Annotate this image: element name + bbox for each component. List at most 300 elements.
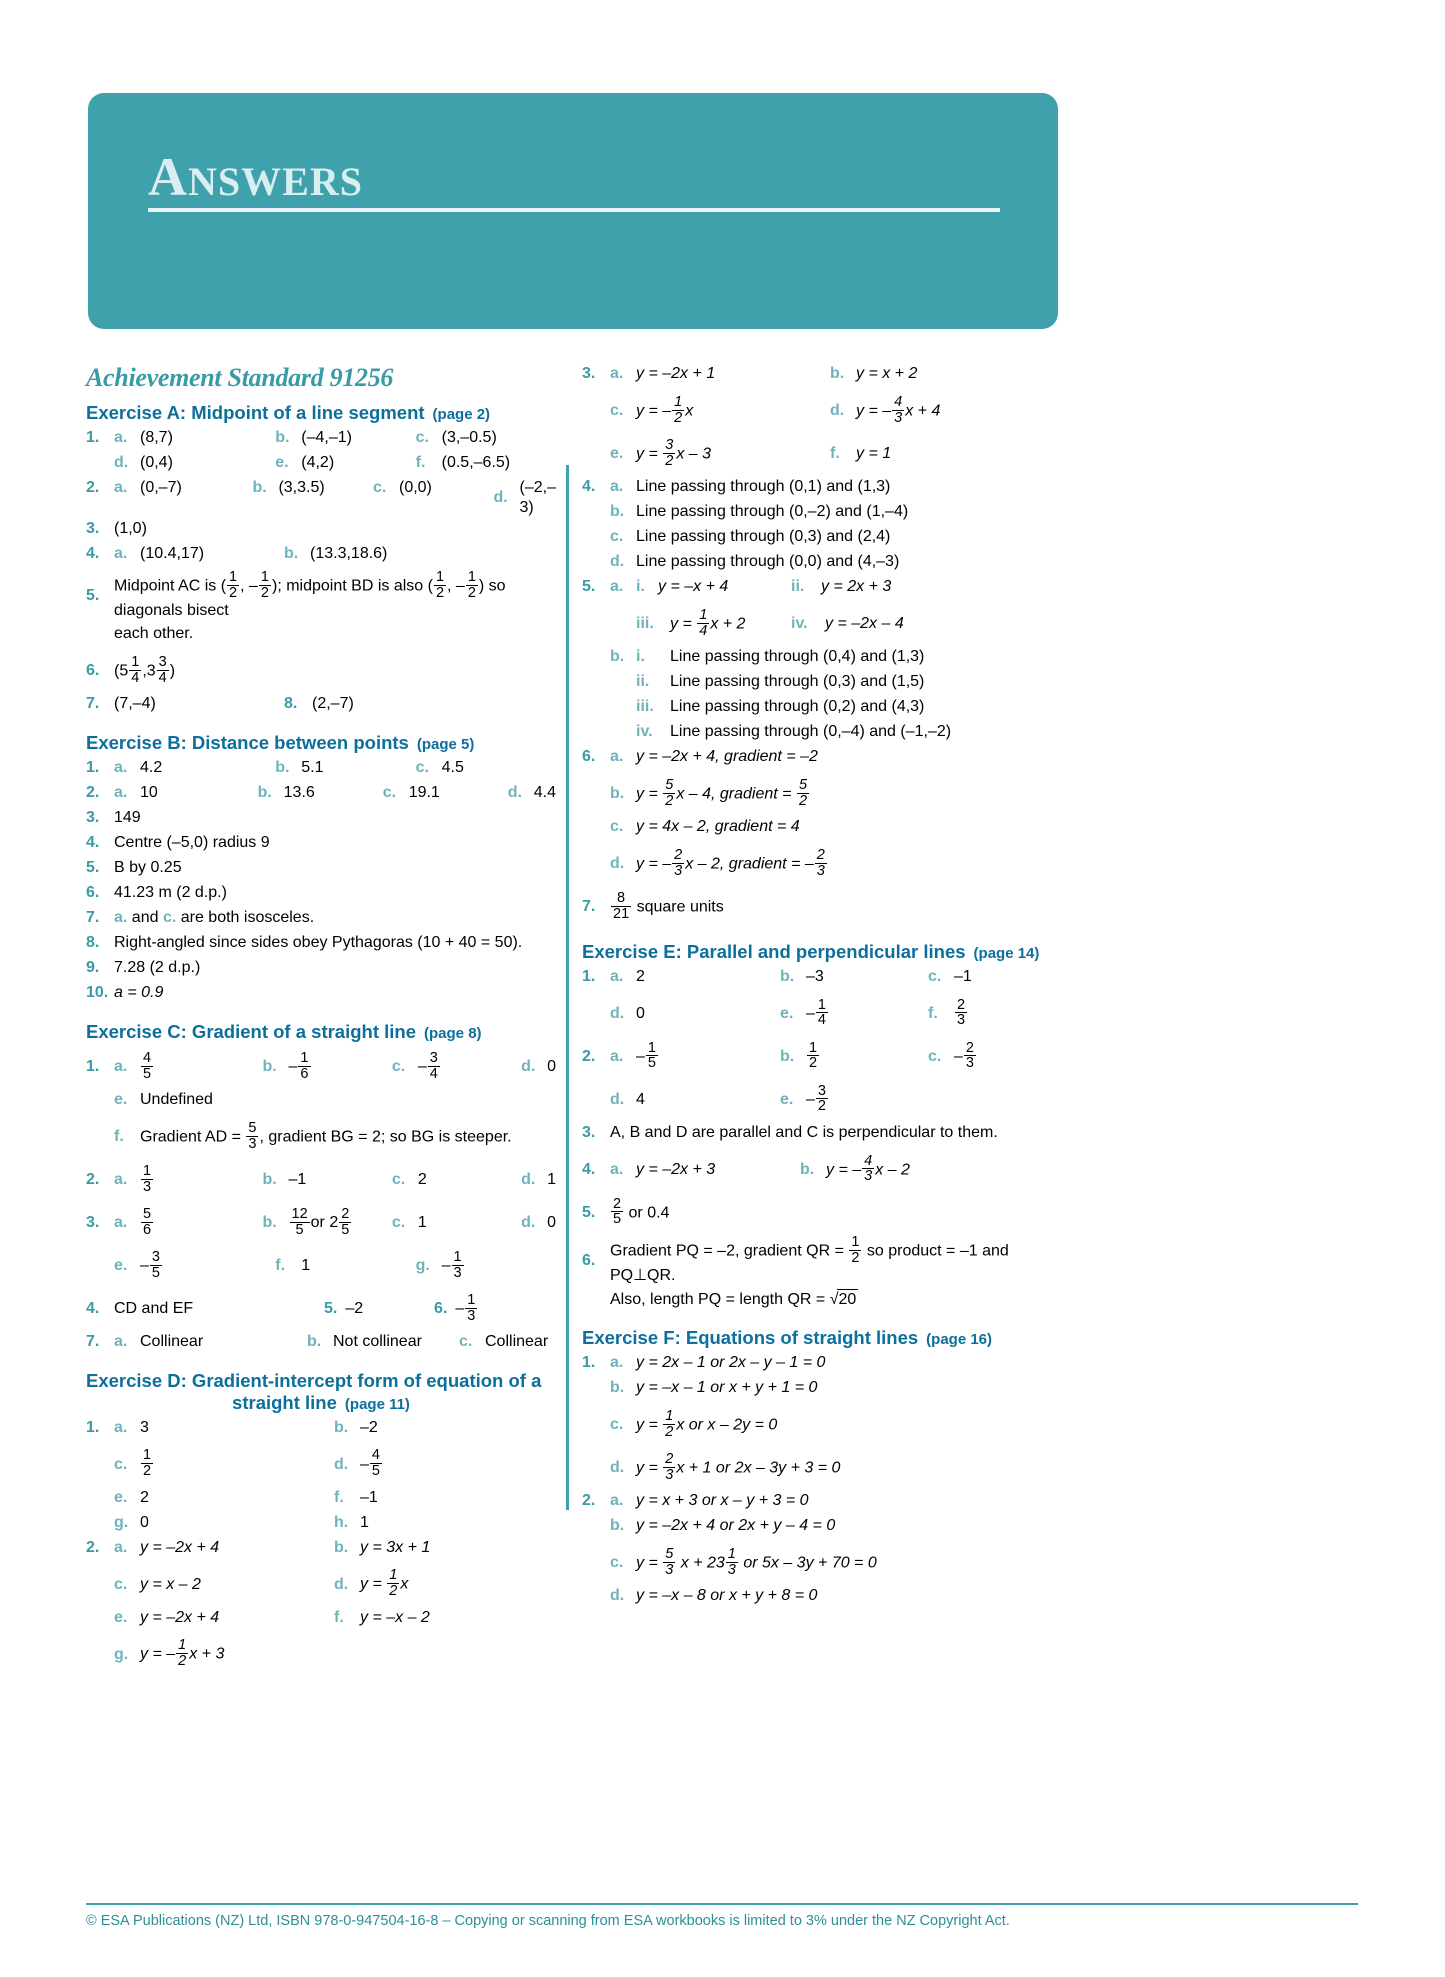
question-number: 5. <box>324 1300 338 1318</box>
text-part: y = <box>636 1416 663 1434</box>
answer-value: y = 2x + 3 <box>821 578 892 595</box>
answer-value <box>140 1639 224 1670</box>
text-part: Gradient AD = <box>140 1128 246 1146</box>
answer-value: 2 <box>636 967 645 985</box>
answer-value: y = –x – 2 <box>360 1608 430 1626</box>
fraction: $\frac{1}{2}$ <box>229 568 238 601</box>
exercise-d-label-line2: straight line <box>232 1391 337 1413</box>
answer-row <box>582 747 1052 771</box>
fraction: 1 6 <box>300 1049 309 1082</box>
text-part: , <box>447 577 456 595</box>
sub-label-d: d. <box>830 402 845 419</box>
spacer <box>582 722 610 742</box>
answer-value: Line passing through (0,2) and (4,3) <box>670 698 925 715</box>
question-number: 6. <box>434 1300 448 1318</box>
sub-label-b: b. <box>830 365 845 382</box>
spacer <box>86 1513 114 1533</box>
answer-row <box>86 453 556 477</box>
answer-value: (0.5,–6.5) <box>441 453 511 471</box>
text-part: or 5x – 3y + 70 = 0 <box>738 1554 877 1572</box>
sub-label-c: c. <box>610 818 624 835</box>
text-part: y = <box>360 1575 387 1593</box>
text-part: y = – <box>636 855 672 873</box>
sub-label-a: a. <box>610 1354 624 1372</box>
spacer <box>86 453 114 473</box>
fraction: 4 5 <box>371 1447 380 1480</box>
answer-value: CD and EF <box>114 1300 194 1318</box>
answer-value: y = –2x + 4 <box>140 1608 220 1626</box>
exercise-e-label: Exercise E: Parallel and perpendicular lines <box>582 941 966 962</box>
minus-sign: – <box>288 1058 298 1076</box>
answer-row <box>582 1491 1052 1515</box>
answer-value: Line passing through (0,0) and (4,–3) <box>636 553 900 570</box>
sub-label-b: b. <box>252 478 267 496</box>
sub-label-e: e. <box>780 1004 794 1022</box>
sub-label-b: b. <box>262 1214 277 1232</box>
answer-row <box>86 1565 556 1605</box>
question-number: 4. <box>86 834 100 852</box>
answer-value: –2 <box>345 1300 364 1318</box>
fraction: $\frac{2}{3}$ <box>674 846 683 879</box>
text-part: and <box>127 909 163 927</box>
answer-row <box>86 883 556 907</box>
sub-label-c: c. <box>391 1171 406 1189</box>
answer-row <box>582 477 1052 501</box>
text-part: or 2 <box>310 1214 339 1232</box>
answer-row <box>86 1203 556 1243</box>
answer-row <box>86 983 556 1007</box>
sub-label-b: b. <box>780 1047 795 1065</box>
minus-sign: – <box>441 1257 451 1275</box>
answer-value <box>636 1450 841 1484</box>
answer-value: Line passing through (0,–4) and (–1,–2) <box>670 723 952 740</box>
fraction: $\frac{3}{2}$ <box>665 436 674 469</box>
answer-row <box>86 624 556 648</box>
answer-row <box>86 428 556 452</box>
answer-value: 4.2 <box>140 759 163 777</box>
answer-value: Line passing through (0,4) and (1,3) <box>670 648 925 665</box>
exercise-e-page: (page 14) <box>973 945 1040 962</box>
fraction: $\frac{4}{3}$ <box>864 1152 873 1185</box>
sub-label-a: a. <box>114 1214 128 1232</box>
spacer <box>582 552 610 572</box>
text-part: Also, length PQ = length QR = <box>610 1291 830 1309</box>
sub-label-h: h. <box>334 1513 349 1531</box>
answer-row <box>582 1378 1052 1402</box>
spacer <box>582 1516 610 1536</box>
answer-row <box>582 722 1052 746</box>
answer-value <box>636 776 810 810</box>
answer-value: (4,2) <box>301 453 335 471</box>
answer-value: y = 4x – 2, gradient = 4 <box>636 818 800 835</box>
fraction: 1 3 <box>453 1248 462 1281</box>
sub-label-b: b. <box>334 1538 349 1556</box>
question-number: 1. <box>86 759 100 777</box>
answer-value: 2 <box>417 1171 427 1189</box>
fraction: 1 3 <box>467 1291 476 1324</box>
page-title <box>148 146 363 208</box>
sub-label-b: b. <box>275 759 290 777</box>
answer-value <box>610 889 724 923</box>
question-number: 4. <box>582 1160 596 1178</box>
answer-value: 10 <box>140 784 158 802</box>
sub-label-a: a. <box>610 1160 624 1178</box>
answer-row <box>86 694 556 718</box>
sub-label-e: e. <box>114 1488 128 1506</box>
answer-row <box>582 994 1052 1034</box>
question-number: 4. <box>86 1300 100 1318</box>
fraction: $\frac{8}{21}$ <box>613 889 630 922</box>
sub-label-f: f. <box>275 1257 286 1275</box>
answer-value <box>610 1195 670 1229</box>
exercise-b-heading <box>86 732 556 754</box>
answer-value <box>140 1119 512 1153</box>
answer-value: Not collinear <box>333 1333 422 1351</box>
fraction: $\frac{5}{3}$ <box>665 1545 674 1578</box>
question-number: 5. <box>582 1203 596 1221</box>
answer-value: y = x + 2 <box>856 365 918 382</box>
left-column <box>86 363 556 1678</box>
text-part: y = <box>636 445 663 463</box>
answer-row <box>582 1037 1052 1077</box>
roman-label-iv: iv. <box>636 723 653 740</box>
sub-label-b: b. <box>275 428 290 446</box>
roman-label-ii: ii. <box>791 578 805 595</box>
text-part: x – 4, gradient = <box>676 785 796 803</box>
answer-row <box>86 1488 556 1512</box>
answer-value: –1 <box>954 967 972 985</box>
sub-label-e: e. <box>275 453 289 471</box>
question-number: 5. <box>86 587 100 605</box>
text-part: y = – <box>636 402 672 420</box>
spacer <box>582 1004 610 1024</box>
answer-row <box>582 967 1052 991</box>
question-number: 4. <box>86 544 100 562</box>
question-number: 7. <box>86 909 100 927</box>
answer-row <box>582 1543 1052 1583</box>
spacer <box>86 1608 114 1628</box>
exercise-b-label: Exercise B: Distance between points <box>86 732 409 754</box>
sub-label-a: a. <box>114 1333 128 1351</box>
answer-value: y = –2x + 3 <box>636 1160 716 1178</box>
sub-label-b: b. <box>610 503 625 520</box>
question-number: 3. <box>86 519 100 537</box>
question-number: 2. <box>582 1047 596 1065</box>
answer-value <box>114 908 314 928</box>
spacer <box>582 697 610 717</box>
spacer <box>610 614 636 634</box>
text-part: , <box>240 577 250 595</box>
answer-value: B by 0.25 <box>114 859 182 877</box>
text-part: x + 3 <box>189 1645 225 1663</box>
answer-row <box>86 958 556 982</box>
spacer <box>582 401 610 421</box>
sub-label-a: a. <box>114 1171 128 1189</box>
question-number: 2. <box>86 1538 100 1556</box>
sqrt-icon: √ <box>829 1291 839 1309</box>
fraction: 1 5 <box>647 1039 656 1072</box>
sub-label-f: f. <box>928 1004 938 1022</box>
spacer <box>582 1378 610 1398</box>
fraction: 12 5 <box>291 1205 308 1238</box>
answer-row <box>86 1513 556 1537</box>
answer-value: 149 <box>114 809 141 827</box>
sub-label-c: c. <box>610 1554 624 1572</box>
text-part: , gradient BG = 2; so BG is steeper. <box>259 1128 512 1146</box>
exercise-a-heading <box>86 402 556 424</box>
sub-label-d: d. <box>334 1575 349 1593</box>
answer-row <box>86 1289 556 1329</box>
answer-row <box>86 478 556 518</box>
sub-label-c: c. <box>391 1058 406 1076</box>
answer-row <box>582 1405 1052 1445</box>
spacer <box>610 697 636 717</box>
sub-label-b: b. <box>257 784 272 802</box>
sub-label-e: e. <box>114 1257 128 1275</box>
answer-value <box>610 1233 1052 1287</box>
answer-value: Undefined <box>140 1091 213 1109</box>
sub-label-d: d. <box>521 1058 536 1076</box>
fraction: 1 3 <box>143 1162 152 1195</box>
spacer <box>86 1488 114 1508</box>
exercise-a-page: (page 2) <box>432 406 491 423</box>
text-part: x + 4 <box>905 402 941 420</box>
sub-label-b: b. <box>262 1058 277 1076</box>
answer-row <box>86 519 556 543</box>
spacer <box>86 1090 114 1110</box>
answer-value <box>114 568 556 622</box>
fraction: $\frac{1}{2}$ <box>674 393 683 426</box>
answer-value: 13.6 <box>283 784 315 802</box>
answer-row <box>582 1080 1052 1120</box>
text-part: so product = –1 and PQ⊥QR. <box>610 1242 1009 1285</box>
answer-value: y = x – 2 <box>140 1575 201 1593</box>
minus-sign: – <box>455 577 465 595</box>
text-part: x <box>400 1575 409 1593</box>
achievement-standard-title: Achievement Standard 91256 <box>86 363 394 392</box>
answer-row <box>86 1635 556 1675</box>
sub-label-a: a. <box>610 365 624 382</box>
sub-label-a: a. <box>610 478 624 495</box>
question-number: 7. <box>86 1333 100 1351</box>
text-part: ); midpoint BD is also ( <box>272 577 433 595</box>
sub-label-a: a. <box>114 1058 128 1076</box>
answer-value: (1,0) <box>114 519 147 537</box>
sub-label-d: d. <box>521 1171 536 1189</box>
question-number: 1. <box>582 1354 596 1372</box>
answer-value: (13.3,18.6) <box>310 544 388 562</box>
spacer <box>610 672 636 692</box>
spacer <box>582 1586 610 1606</box>
answer-value: 41.23 m (2 d.p.) <box>114 884 227 902</box>
fraction: $\frac{5}{2}$ <box>798 776 808 809</box>
sub-label-f: f. <box>830 445 840 462</box>
question-number: 5. <box>86 859 100 877</box>
spacer <box>86 1575 114 1595</box>
answer-value: Line passing through (0,3) and (1,5) <box>670 673 925 690</box>
answer-row <box>582 552 1052 576</box>
answer-value: (0,0) <box>398 478 432 496</box>
answer-row <box>582 391 1052 431</box>
answer-row <box>582 1123 1052 1147</box>
text-part: x + 1 or 2x – 3y + 3 = 0 <box>676 1459 841 1477</box>
answer-value: a = 0.9 <box>114 984 164 1002</box>
answer-value: (0,4) <box>140 453 173 471</box>
text-part: are both isosceles. <box>176 909 315 927</box>
exercise-f-label: Exercise F: Equations of straight lines <box>582 1327 919 1349</box>
sub-label-c: c. <box>610 402 624 419</box>
sub-label-a: a. <box>610 578 624 595</box>
spacer <box>582 502 610 522</box>
text-part: y = <box>636 1459 663 1477</box>
question-number: 3. <box>86 1214 100 1232</box>
roman-label-i: i. <box>636 578 645 595</box>
fraction: 2 3 <box>965 1039 974 1072</box>
answer-value: y = –2x – 4 <box>825 615 904 632</box>
answer-value: 0 <box>547 1214 557 1232</box>
roman-label-iii: iii. <box>636 615 654 632</box>
answer-value: 1 <box>360 1513 369 1531</box>
answer-row <box>86 1090 556 1114</box>
sub-label-c: c. <box>415 759 429 777</box>
sub-label-a: a. <box>114 1538 128 1556</box>
answer-value: 1 <box>547 1171 557 1189</box>
answer-value: (8,7) <box>140 428 173 446</box>
answer-value <box>856 393 941 427</box>
answer-row <box>582 1448 1052 1488</box>
sub-label-d: d. <box>334 1455 349 1473</box>
answer-value: (–2,–3) <box>519 478 556 516</box>
answer-row <box>86 1538 556 1562</box>
answer-row <box>86 1047 556 1087</box>
sub-label-d: d. <box>610 1459 625 1477</box>
answer-value <box>636 1407 778 1441</box>
answer-row <box>582 697 1052 721</box>
answer-row <box>582 817 1052 841</box>
page-title-rest: NSWERS <box>188 159 363 204</box>
sub-label-b: b. <box>800 1160 815 1178</box>
answer-row <box>582 1586 1052 1610</box>
answer-value: (10.4,17) <box>140 544 205 562</box>
sub-label-b: b. <box>610 648 625 665</box>
answer-value: –3 <box>806 967 824 985</box>
answer-value: Line passing through (0,–2) and (1,–4) <box>636 503 909 520</box>
spacer <box>582 672 610 692</box>
question-number: 2. <box>582 1492 596 1510</box>
question-number: 7. <box>86 695 100 713</box>
roman-label-iv: iv. <box>791 615 808 632</box>
page-title-capital: A <box>148 147 188 207</box>
answer-value: y = –x – 1 or x + y + 1 = 0 <box>636 1379 818 1397</box>
answer-row <box>582 604 1052 644</box>
exercise-c-page: (page 8) <box>424 1025 482 1043</box>
sub-label-b: b. <box>610 1517 625 1535</box>
answer-value: (2,–7) <box>312 695 354 713</box>
text-part: ) so diagonals bisect <box>114 577 506 620</box>
exercise-f-heading <box>582 1327 1052 1349</box>
fraction: $\frac{5}{2}$ <box>665 776 674 809</box>
exercise-d-heading <box>86 1370 556 1414</box>
spacer <box>86 1455 114 1475</box>
sub-label-d: d. <box>610 1587 625 1605</box>
sub-label-c: c. <box>372 478 387 496</box>
answer-value <box>636 393 694 427</box>
answer-value: (3,–0.5) <box>441 428 497 446</box>
exercise-d-page: (page 11) <box>344 1395 410 1413</box>
sub-label-d: d. <box>521 1214 536 1232</box>
fraction: $\frac{1}{2}$ <box>389 1567 398 1600</box>
answer-value <box>360 1569 408 1600</box>
answer-row <box>582 434 1052 474</box>
answer-value: 0 <box>140 1513 149 1531</box>
sub-label-a: a. <box>114 428 128 446</box>
sub-label-a: a. <box>610 748 624 765</box>
sub-label-c: c. <box>382 784 397 802</box>
answer-value: y = 2x – 1 or 2x – y – 1 = 0 <box>636 1354 826 1372</box>
fraction: $\frac{1}{3}$ <box>727 1545 736 1578</box>
answer-value: y = –2x + 1 <box>636 365 716 382</box>
sub-label-b: b. <box>610 785 625 802</box>
right-column <box>582 363 1052 1611</box>
minus-sign: – <box>360 1455 369 1473</box>
fraction: $\frac{3}{4}$ <box>158 654 167 686</box>
answer-value-cont <box>610 1289 858 1310</box>
spacer <box>582 817 610 837</box>
answer-row <box>86 933 556 957</box>
answer-value: 1 <box>301 1257 311 1275</box>
answer-value-cont: each other. <box>114 625 194 643</box>
answer-value: (3,3.5) <box>278 478 325 496</box>
fraction: $\frac{2}{3}$ <box>816 846 825 879</box>
question-number: 4. <box>582 478 596 495</box>
sub-label-c: c. <box>114 1575 128 1593</box>
answer-row <box>582 502 1052 526</box>
answer-value: 1 <box>417 1214 427 1232</box>
fraction: $\frac{1}{4}$ <box>131 654 140 686</box>
answer-row <box>86 568 556 622</box>
answer-row <box>86 808 556 832</box>
copyright-footer: © ESA Publications (NZ) Ltd, ISBN 978-0-947504-16-8 – Copying or scanning from ESA workbooks is limited to 3% under the NZ Copyright Act. <box>86 1913 1010 1929</box>
sub-label-b: b. <box>284 544 299 562</box>
answer-row <box>582 1150 1052 1190</box>
sub-label-c: c. <box>928 1047 942 1065</box>
answer-row <box>582 1353 1052 1377</box>
answer-value: y = –x + 4 <box>658 578 729 595</box>
question-number: 1. <box>86 1058 100 1076</box>
answer-row <box>86 758 556 782</box>
answer-row <box>582 647 1052 671</box>
answer-row <box>582 577 1052 601</box>
answer-value <box>636 846 828 880</box>
question-number: 2. <box>86 478 100 496</box>
answer-value: 19.1 <box>408 784 440 802</box>
sub-label-c: c. <box>610 528 624 545</box>
text-part: x <box>685 402 694 420</box>
question-number: 9. <box>86 959 100 977</box>
fraction: 1 2 <box>809 1039 818 1072</box>
answer-row <box>86 1246 556 1286</box>
answer-value: Right-angled since sides obey Pythagoras (10 + 40 = 50). <box>114 934 523 952</box>
text-part: (5 <box>114 662 129 680</box>
answer-row <box>582 887 1052 927</box>
answer-value <box>114 656 175 687</box>
fraction: 3 2 <box>817 1082 826 1115</box>
question-number: 1. <box>86 428 100 446</box>
roman-label-iii: iii. <box>636 698 654 715</box>
text-part: x – 2, gradient = – <box>685 855 814 873</box>
sub-label-f: f. <box>114 1128 124 1146</box>
text-part: ) <box>169 662 176 680</box>
